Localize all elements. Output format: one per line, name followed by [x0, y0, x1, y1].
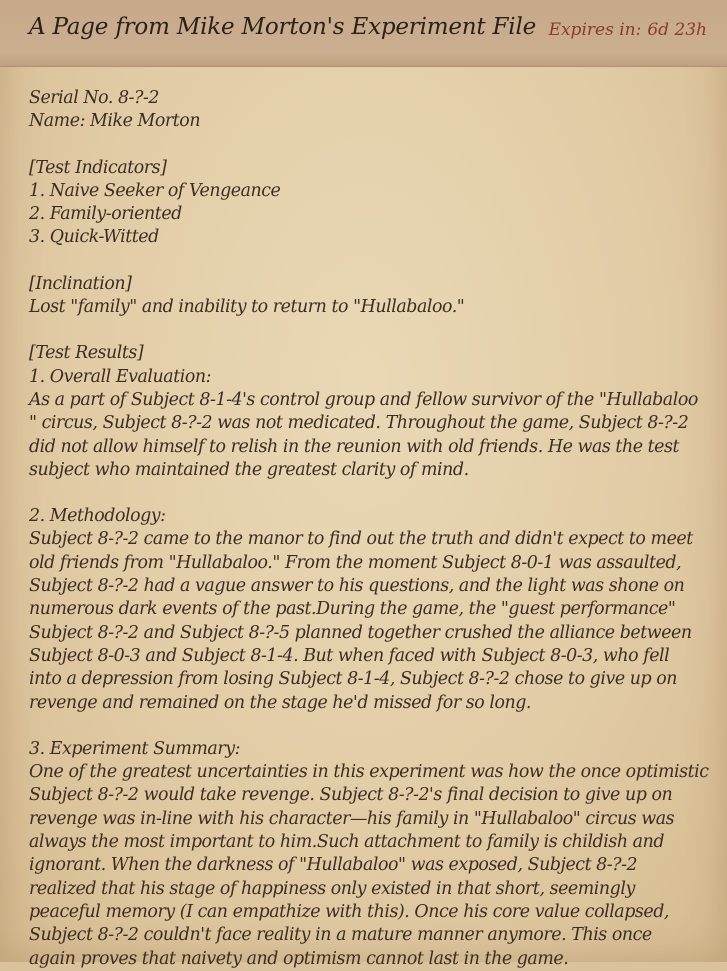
- methodology-line: Subject 8-?-2 and Subject 8-?-5 planned together crushed the alliance between: [29, 622, 692, 643]
- summary-line: Subject 8-?-2 would take revenge. Subject 8-?-2's final decision to give up on: [29, 785, 673, 806]
- indicator-item: 2. Family-oriented: [29, 204, 182, 225]
- summary-line: peaceful memory (I can empathize with this). Once his core value collapsed,: [29, 901, 669, 922]
- methodology-line: into a depression from losing Subject 8-1-4, Subject 8-?-2 chose to give up on: [29, 669, 678, 690]
- page-title: A Page from Mike Morton's Experiment File: [29, 14, 537, 40]
- methodology-line: Subject 8-?-2 had a vague answer to his questions, and the light was shone on: [29, 576, 685, 597]
- summary-line: revenge was in-line with his character—his family in "Hullabaloo" circus was: [29, 808, 675, 829]
- methodology-line: Subject 8-?-2 came to the manor to find out the truth and didn't expect to meet: [29, 529, 693, 550]
- subject-name: Name: Mike Morton: [29, 111, 201, 132]
- section-heading-summary: 3. Experiment Summary:: [29, 738, 240, 759]
- inclination-heading: [Inclination]: [29, 273, 132, 294]
- document-body[interactable]: [29, 87, 719, 971]
- evaluation-line: " circus, Subject 8-?-2 was not medicated. Throughout the game, Subject 8-?-2: [29, 413, 689, 434]
- section-heading-methodology: 2. Methodology:: [29, 506, 166, 527]
- indicator-item: 1. Naive Seeker of Vengeance: [29, 180, 281, 201]
- evaluation-line: did not allow himself to relish in the reunion with old friends. He was the test: [29, 436, 680, 457]
- indicator-item: 3. Quick-Witted: [29, 227, 159, 248]
- summary-line: again proves that naivety and optimism cannot last in the game.: [29, 948, 569, 969]
- indicators-heading: [Test Indicators]: [29, 157, 167, 178]
- summary-line: always the most important to him.Such attachment to family is childish and: [29, 832, 664, 853]
- methodology-line: old friends from "Hullabaloo." From the moment Subject 8-0-1 was assaulted,: [29, 552, 682, 573]
- methodology-line: revenge and remained on the stage he'd missed for so long.: [29, 692, 531, 713]
- evaluation-line: subject who maintained the greatest clarity of mind.: [29, 459, 469, 480]
- results-heading: [Test Results]: [29, 343, 144, 364]
- expiry-timer: [549, 20, 707, 40]
- methodology-line: numerous dark events of the past.During the game, the "guest performance": [29, 599, 676, 620]
- summary-line: Subject 8-?-2 couldn't face reality in a mature manner anymore. This once: [29, 925, 652, 946]
- expiry-value: 6d 23h: [647, 20, 707, 40]
- summary-line: ignorant. When the darkness of "Hullabaloo" was exposed, Subject 8-?-2: [29, 855, 638, 876]
- page-header: [0, 0, 727, 67]
- expiry-label: Expires in:: [548, 20, 642, 40]
- evaluation-line: As a part of Subject 8-1-4's control group and fellow survivor of the "Hullabaloo: [29, 389, 698, 410]
- summary-line: realized that his stage of happiness only existed in that short, seemingly: [29, 878, 635, 899]
- section-heading-evaluation: 1. Overall Evaluation:: [29, 366, 212, 387]
- inclination-text: Lost "family" and inability to return to "Hullabaloo.": [29, 297, 465, 318]
- summary-line: One of the greatest uncertainties in this experiment was how the once optimistic: [29, 762, 709, 783]
- serial-number: Serial No. 8-?-2: [29, 88, 159, 108]
- methodology-line: Subject 8-0-3 and Subject 8-1-4. But when faced with Subject 8-0-3, who fell: [29, 645, 670, 666]
